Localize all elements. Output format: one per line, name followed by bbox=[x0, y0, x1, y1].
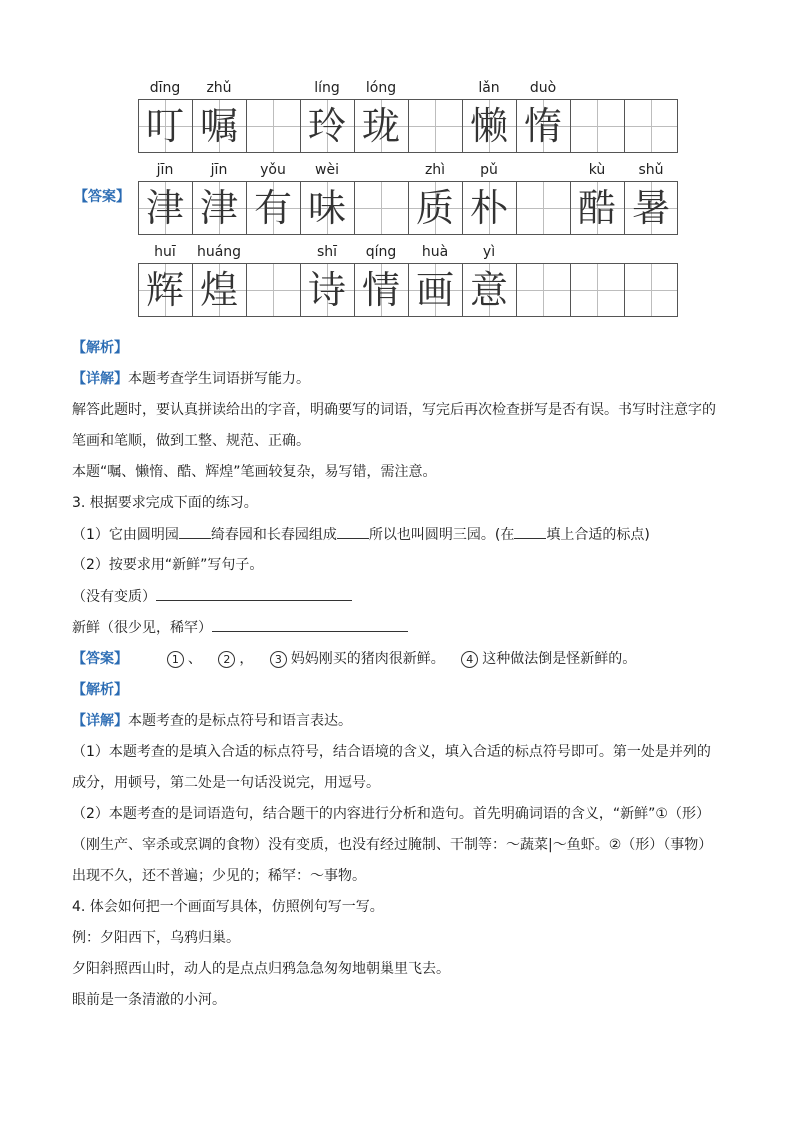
char-cell-empty bbox=[570, 263, 624, 317]
q3-explain-3: （2）本题考查的是词语造句，结合题干的内容进行分析和造句。首先明确词语的含义，“新鲜”①（形） bbox=[72, 806, 710, 822]
pinyin: jīn bbox=[156, 162, 174, 178]
q3-sub1-a: （1）它由圆明园 bbox=[72, 527, 179, 543]
char: 朴 bbox=[469, 186, 508, 230]
char: 有 bbox=[253, 186, 292, 230]
char-row-3 bbox=[138, 263, 678, 317]
char: 情 bbox=[361, 268, 400, 312]
char-cell-empty bbox=[246, 99, 300, 153]
detail-label: 【详解】 bbox=[72, 371, 128, 387]
char: 味 bbox=[307, 186, 346, 230]
char: 嘱 bbox=[199, 104, 238, 148]
char: 质 bbox=[415, 186, 454, 230]
char-cell bbox=[138, 263, 192, 317]
char: 惰 bbox=[523, 104, 562, 148]
q2-detail-text: 本题考查学生词语拼写能力。 bbox=[128, 371, 310, 387]
char-cell bbox=[192, 263, 246, 317]
char-cell bbox=[462, 263, 516, 317]
char-cell bbox=[516, 99, 570, 153]
char: 暑 bbox=[631, 186, 670, 230]
q3-sub2: （2）按要求用“新鲜”写句子。 bbox=[72, 557, 264, 573]
pinyin: jīn bbox=[210, 162, 228, 178]
pinyin: qíng bbox=[365, 244, 397, 260]
pinyin-grid bbox=[0, 0, 794, 330]
char-cell bbox=[138, 99, 192, 153]
q2-paragraph-3: 本题“嘱、懒惰、酷、辉煌”笔画较复杂，易写错，需注意。 bbox=[72, 464, 437, 480]
answer-label: 【答案】 bbox=[74, 189, 130, 205]
answer-item: 4 这种做法倒是怪新鲜的。 bbox=[461, 649, 636, 669]
pinyin: líng bbox=[314, 80, 340, 96]
char-cell-empty bbox=[624, 99, 678, 153]
char: 懒 bbox=[469, 104, 508, 148]
char-cell bbox=[192, 181, 246, 235]
pinyin: zhǔ bbox=[206, 80, 232, 96]
answer-blank[interactable] bbox=[212, 617, 408, 632]
pinyin: zhì bbox=[424, 162, 446, 178]
char-cell bbox=[300, 99, 354, 153]
char: 诗 bbox=[307, 268, 346, 312]
q3-sub3-label: （没有变质） bbox=[72, 589, 156, 605]
q4-expanded: 夕阳斜照西山时，动人的是点点归鸦急急匆匆地朝巢里飞去。 bbox=[72, 961, 450, 977]
char-cell-empty bbox=[408, 99, 462, 153]
blank[interactable] bbox=[514, 524, 546, 539]
char-cell bbox=[462, 181, 516, 235]
q3-sub1 bbox=[72, 524, 650, 545]
circle-number: 2 bbox=[218, 651, 235, 668]
q3-explain-1: （1）本题考查的是填入合适的标点符号，结合语境的含义，填入合适的标点符号即可。第一处是并列的 bbox=[72, 744, 711, 760]
q3-sub1-b: 绮春园和长春园组成 bbox=[210, 527, 337, 543]
q3-detail-text: 本题考查的是标点符号和语言表达。 bbox=[128, 713, 352, 729]
char-cell bbox=[624, 181, 678, 235]
answer-item: 1 、 bbox=[167, 649, 202, 669]
char-cell bbox=[408, 263, 462, 317]
char: 津 bbox=[145, 186, 184, 230]
circle-number: 4 bbox=[461, 651, 478, 668]
pinyin: wèi bbox=[315, 162, 339, 178]
char: 玲 bbox=[307, 104, 346, 148]
char-cell bbox=[462, 99, 516, 153]
char-cell-empty bbox=[354, 181, 408, 235]
q3-sub1-d: 填上合适的标点) bbox=[546, 527, 650, 543]
char-cell-empty bbox=[516, 263, 570, 317]
char: 津 bbox=[199, 186, 238, 230]
char-cell bbox=[354, 99, 408, 153]
char-cell bbox=[354, 263, 408, 317]
char: 珑 bbox=[361, 104, 400, 148]
q3-explain-2: 成分，用顿号，第二处是一句话没说完，用逗号。 bbox=[72, 775, 380, 791]
pinyin: duò bbox=[529, 80, 557, 96]
char-cell bbox=[246, 181, 300, 235]
pinyin-row-2 bbox=[138, 162, 678, 180]
pinyin: huà bbox=[421, 244, 449, 260]
q3-sub1-c: 所以也叫圆明三园。(在 bbox=[368, 527, 515, 543]
pinyin-row-1 bbox=[138, 80, 678, 98]
q2-detail-line bbox=[72, 369, 310, 389]
char: 意 bbox=[469, 268, 508, 312]
pinyin: huī bbox=[154, 244, 176, 260]
q3-sub3 bbox=[72, 586, 352, 607]
pinyin: kù bbox=[588, 162, 606, 178]
char-cell bbox=[570, 181, 624, 235]
char-cell bbox=[300, 263, 354, 317]
pinyin: huáng bbox=[196, 244, 242, 260]
q2-paragraph-2: 笔画和笔顺，做到工整、规范、正确。 bbox=[72, 433, 310, 449]
q3-answer-line bbox=[72, 649, 648, 669]
char-row-1 bbox=[138, 99, 678, 153]
pinyin-row-3 bbox=[138, 244, 678, 262]
detail-label: 【详解】 bbox=[72, 713, 128, 729]
pinyin: dīng bbox=[149, 80, 181, 96]
pinyin: shǔ bbox=[638, 162, 664, 178]
char-cell-empty bbox=[624, 263, 678, 317]
analysis-label: 【解析】 bbox=[72, 682, 128, 698]
analysis-label: 【解析】 bbox=[72, 340, 128, 356]
char: 煌 bbox=[199, 268, 238, 312]
q2-paragraph-1: 解答此题时，要认真拼读给出的字音，明确要写的词语，写完后再次检查拼写是否有误。书写时注意字的 bbox=[72, 402, 716, 418]
q3-explain-4: （刚生产、宰杀或烹调的食物）没有变质，也没有经过腌制、干制等：～蔬菜|～鱼虾。②（形）（事物） bbox=[72, 837, 713, 853]
q4-prompt: 眼前是一条清澈的小河。 bbox=[72, 992, 226, 1008]
pinyin: pǔ bbox=[480, 162, 498, 178]
q3-explain-5: 出现不久，还不普遍；少见的；稀罕：～事物。 bbox=[72, 868, 366, 884]
pinyin: yì bbox=[482, 244, 496, 260]
q4-title: 4. 体会如何把一个画面写具体，仿照例句写一写。 bbox=[72, 899, 384, 915]
char-cell bbox=[192, 99, 246, 153]
char-cell-empty bbox=[246, 263, 300, 317]
q3-sub4-label: 新鲜（很少见，稀罕） bbox=[72, 620, 212, 636]
pinyin: yǒu bbox=[260, 162, 286, 178]
char: 画 bbox=[415, 268, 454, 312]
q3-detail-line bbox=[72, 711, 352, 731]
answer-item: 3 妈妈刚买的猪肉很新鲜。 bbox=[270, 649, 445, 669]
char-cell-empty bbox=[516, 181, 570, 235]
char-cell bbox=[138, 181, 192, 235]
q4-example: 例：夕阳西下，乌鸦归巢。 bbox=[72, 930, 240, 946]
char: 酷 bbox=[577, 186, 616, 230]
char: 辉 bbox=[145, 268, 184, 312]
pinyin: lǎn bbox=[478, 80, 500, 96]
char: 叮 bbox=[145, 104, 184, 148]
q3-sub4 bbox=[72, 617, 408, 638]
char-cell bbox=[300, 181, 354, 235]
char-row-2 bbox=[138, 181, 678, 235]
blank[interactable] bbox=[179, 524, 211, 539]
pinyin: shī bbox=[316, 244, 338, 260]
char-cell-empty bbox=[570, 99, 624, 153]
q3-title: 3. 根据要求完成下面的练习。 bbox=[72, 495, 258, 511]
char-cell bbox=[408, 181, 462, 235]
answer-item: 2 ， bbox=[218, 649, 253, 669]
answer-blank[interactable] bbox=[156, 586, 352, 601]
answer-label: 【答案】 bbox=[72, 651, 128, 667]
circle-number: 1 bbox=[167, 651, 184, 668]
pinyin: lóng bbox=[365, 80, 397, 96]
circle-number: 3 bbox=[270, 651, 287, 668]
blank[interactable] bbox=[337, 524, 369, 539]
